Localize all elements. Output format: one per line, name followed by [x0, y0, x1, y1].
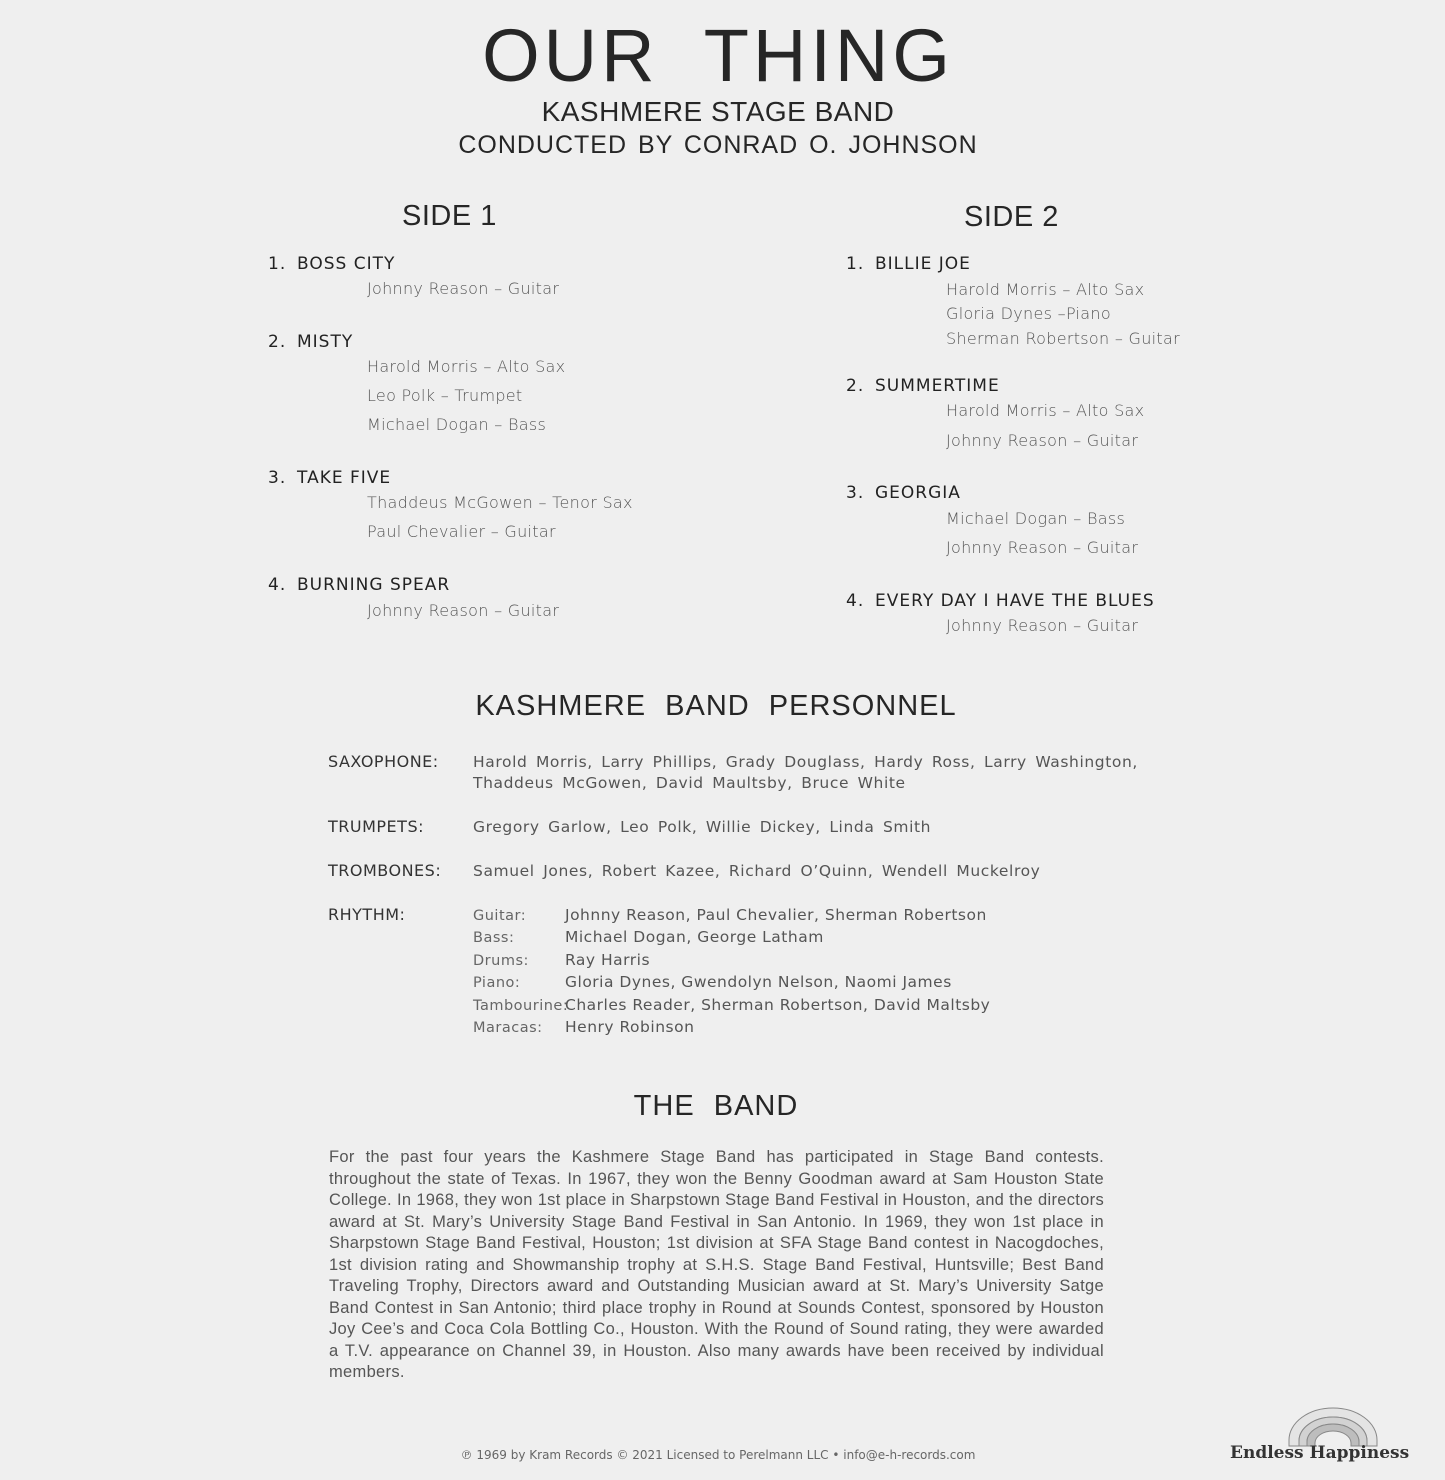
track-credit: Harold Morris – Alto Sax: [946, 401, 1145, 420]
track-credit: Sherman Robertson – Guitar: [946, 329, 1180, 348]
label-logo-text: Endless Happiness: [1230, 1443, 1410, 1463]
personnel-heading: KASHMERE BAND PERSONNEL: [475, 690, 957, 722]
trumpets-label: TRUMPETS:: [328, 817, 424, 836]
band-description: For the past four years the Kashmere Stage Band has participated in Stage Band contests. throughout the state of Texas. In 1967, they won the Benny Goodman award at Sam Houston State College. In 1968, they won 1st place in Sharpstown Stage Band Festival in Houston, and the directors award at St. Mary’s University Stage Band Festival in San Antonio. In 1969, they won 1st place in Sharpstown Stage Band Festival, Houston; 1st division at SFA Stage Band contest in Nacogdoches, 1st division rating and Showmanship trophy at S.H.S. Stage Band Festival, Huntsville; Best Band Traveling Trophy, Directors award and Outstanding Musician award at St. Mary’s University Satge Band Contest in San Antonio; third place trophy in Round at Sounds Contest, sponsored by Houston Joy Cee’s and Coca Cola Bottling Co., Houston. With the Round of Sound rating, they were awarded a T.V. appearance on Channel 39, in Houston. Also many awards have been received by individual members.: [329, 1148, 1104, 1381]
rhythm-row: Tambourine:Charles Reader, Sherman Robertson, David Maltsby: [473, 995, 991, 1014]
track-credit: Johnny Reason – Guitar: [367, 279, 560, 298]
side-2-heading: SIDE 2: [964, 201, 1059, 233]
trombones-names: Samuel Jones, Robert Kazee, Richard O’Quinn, Wendell Muckelroy: [473, 862, 1041, 880]
track-title: 1. BOSS CITY: [268, 254, 396, 274]
rhythm-row: Drums: Ray Harris: [473, 950, 651, 969]
conductor-credit: CONDUCTED BY CONRAD O. JOHNSON: [458, 131, 978, 159]
rhythm-row: Piano: Gloria Dynes, Gwendolyn Nelson, Naomi James: [473, 973, 952, 992]
track-credit: Johnny Reason – Guitar: [367, 601, 560, 620]
rhythm-list: [473, 905, 990, 1039]
rhythm-label: RHYTHM:: [328, 905, 406, 924]
band-heading: THE BAND: [633, 1090, 799, 1122]
track-title: 3. GEORGIA: [846, 483, 961, 503]
track-title: 2. SUMMERTIME: [846, 376, 1000, 396]
copyright-footer: ℗ 1969 by Kram Records © 2021 Licensed to Perelmann LLC • info@e-h-records.com: [460, 1448, 976, 1462]
rhythm-row: Guitar: Johnny Reason, Paul Chevalier, Sherman Robertson: [473, 906, 987, 924]
track-title: 4. BURNING SPEAR: [268, 575, 451, 595]
track-credit: Johnny Reason – Guitar: [946, 538, 1139, 557]
track-title: 3. TAKE FIVE: [268, 468, 392, 488]
track-credit: Johnny Reason – Guitar: [946, 616, 1139, 635]
track-credit: Michael Dogan – Bass: [367, 415, 547, 434]
artist-name: KASHMERE STAGE BAND: [541, 96, 895, 127]
side-1-heading: SIDE 1: [402, 200, 497, 232]
saxophone-names: Harold Morris, Larry Phillips, Grady Douglass, Hardy Ross, Larry Washington, Thaddeus McGowen, David Maultsby, Bruce White: [473, 753, 1138, 792]
track-credit: Thaddeus McGowen – Tenor Sax: [367, 493, 633, 512]
track-credit: Johnny Reason – Guitar: [946, 431, 1139, 450]
track-credit: Michael Dogan – Bass: [946, 509, 1126, 528]
trombones-label: TROMBONES:: [328, 861, 442, 880]
rhythm-row: Bass: Michael Dogan, George Latham: [473, 928, 824, 947]
trumpets-names: Gregory Garlow, Leo Polk, Willie Dickey, Linda Smith: [473, 818, 932, 836]
track-title: 1. BILLIE JOE: [846, 254, 971, 274]
rhythm-row: Maracas: Henry Robinson: [473, 1018, 695, 1037]
album-title: OUR THING: [482, 14, 954, 97]
track-credit: Leo Polk – Trumpet: [367, 386, 523, 405]
track-title: 2. MISTY: [268, 332, 354, 352]
track-credit: Gloria Dynes –Piano: [946, 304, 1111, 323]
track-credit: Paul Chevalier – Guitar: [367, 522, 556, 541]
track-title: 4. EVERY DAY I HAVE THE BLUES: [846, 591, 1155, 611]
track-credit: Harold Morris – Alto Sax: [367, 357, 566, 376]
track-credit: Harold Morris – Alto Sax: [946, 280, 1145, 299]
saxophone-label: SAXOPHONE:: [328, 752, 439, 771]
